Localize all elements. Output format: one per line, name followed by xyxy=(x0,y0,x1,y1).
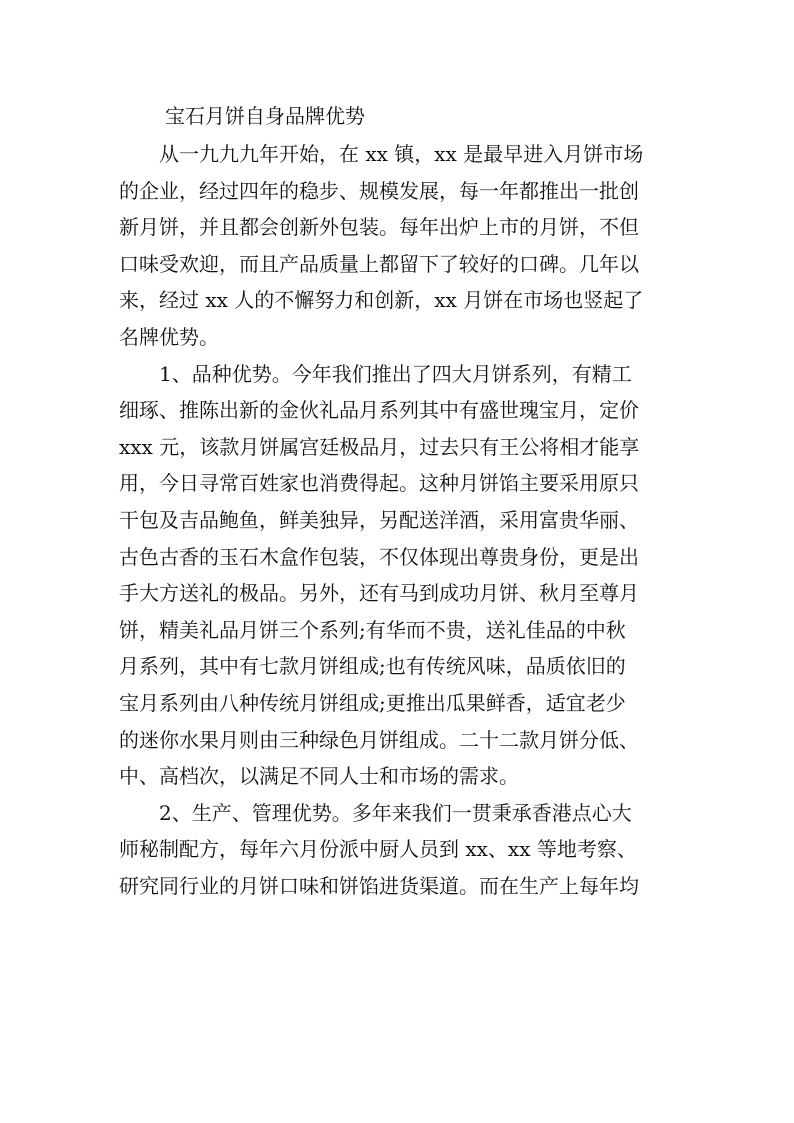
text-line: 中、高档次，以满足不同人士和市场的需求。 xyxy=(119,764,519,789)
paragraph-variety-advantage xyxy=(119,356,677,795)
paragraph-production-advantage xyxy=(119,795,677,905)
text-line: 饼，精美礼品月饼三个系列;有华而不贵，送礼佳品的中秋 xyxy=(119,617,626,642)
text-line: 师秘制配方，每年六月份派中厨人员到 xx、xx 等地考察、 xyxy=(119,837,637,862)
text-line: 来，经过 xx 人的不懈努力和创新，xx 月饼在市场也竖起了 xyxy=(119,288,644,313)
text-line: 细琢、推陈出新的金伙礼品月系列其中有盛世瑰宝月，定价 xyxy=(119,398,639,423)
text-line: xxx 元，该款月饼属宫廷极品月，过去只有王公将相才能享 xyxy=(119,434,640,459)
text-line: 名牌优势。 xyxy=(119,324,219,349)
text-line: 2、生产、管理优势。多年来我们一贯秉承香港点心大 xyxy=(159,800,632,825)
document-title: 宝石月饼自身品牌优势 xyxy=(165,104,365,128)
text-line: 宝月系列由八种传统月饼组成;更推出瓜果鲜香，适宜老少 xyxy=(119,690,626,715)
paragraph-intro xyxy=(119,136,677,356)
text-line: 手大方送礼的极品。另外，还有马到成功月饼、秋月至尊月 xyxy=(119,581,639,606)
text-line: 研究同行业的月饼口味和饼馅进货渠道。而在生产上每年均 xyxy=(119,873,639,898)
document-body xyxy=(119,136,677,904)
text-line: 古色古香的玉石木盒作包装，不仅体现出尊贵身份，更是出 xyxy=(119,544,639,569)
text-line: 的迷你水果月则由三种绿色月饼组成。二十二款月饼分低、 xyxy=(119,727,639,752)
text-line: 干包及吉品鲍鱼，鲜美独异，另配送洋酒，采用富贵华丽、 xyxy=(119,507,639,532)
text-line: 用，今日寻常百姓家也消费得起。这种月饼馅主要采用原只 xyxy=(119,471,639,496)
text-line: 1、品种优势。今年我们推出了四大月饼系列，有精工 xyxy=(159,361,632,386)
text-line: 月系列，其中有七款月饼组成;也有传统风味，品质依旧的 xyxy=(119,654,626,679)
text-line: 口味受欢迎，而且产品质量上都留下了较好的口碑。几年以 xyxy=(119,251,639,276)
text-line: 新月饼，并且都会创新外包装。每年出炉上市的月饼，不但 xyxy=(119,215,639,240)
text-line: 从一九九九年开始，在 xx 镇，xx 是最早进入月饼市场 xyxy=(159,142,644,166)
text-line: 的企业，经过四年的稳步、规模发展，每一年都推出一批创 xyxy=(119,178,639,203)
